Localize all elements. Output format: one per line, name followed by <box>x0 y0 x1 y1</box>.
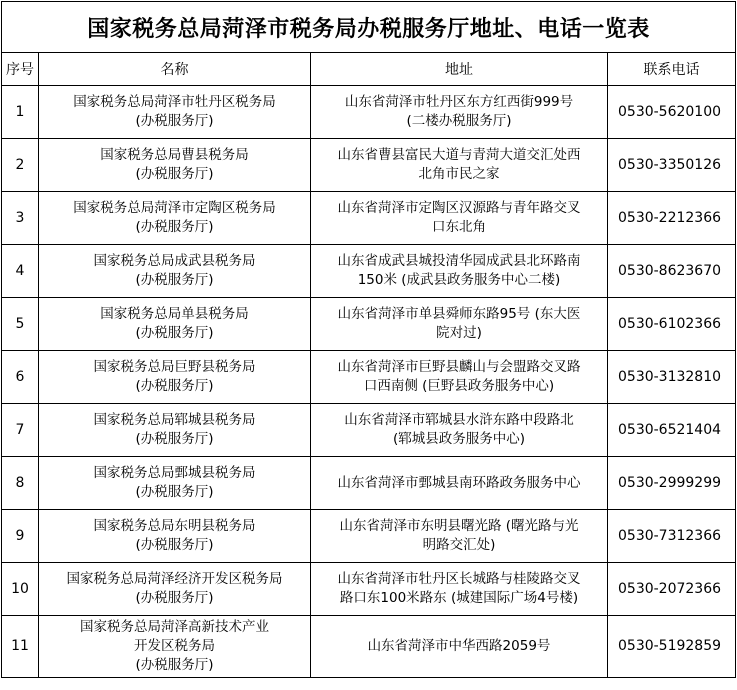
office-name-line: (办税服务厅) <box>135 272 214 288</box>
office-phone: 0530-6521404 <box>608 404 736 457</box>
office-name <box>39 404 311 457</box>
office-name-line: (办税服务厅) <box>135 378 214 394</box>
header-name: 名称 <box>39 53 311 86</box>
office-address <box>311 563 608 616</box>
office-address-line: 山东省菏泽市鄄城县南环路政务服务中心 <box>337 474 581 491</box>
office-name-line: 开发区税务局 <box>134 638 215 654</box>
office-name <box>39 351 311 404</box>
table-row <box>2 563 736 616</box>
office-name <box>39 245 311 298</box>
office-name <box>39 510 311 563</box>
office-address <box>311 616 608 678</box>
office-name-line: (办税服务厅) <box>135 113 214 129</box>
office-name-line: (办税服务厅) <box>135 590 214 606</box>
office-address-line: 明路交汇处) <box>422 537 496 553</box>
row-index: 6 <box>2 351 39 404</box>
office-address-line: 北角市民之家 <box>418 166 500 182</box>
office-address-line: (二楼办税服务厅) <box>406 113 512 129</box>
office-address <box>311 192 608 245</box>
office-address-line: 山东省菏泽市东明县曙光路 (曙光路与光 <box>339 518 579 534</box>
table-row <box>2 510 736 563</box>
header-address: 地址 <box>311 53 608 86</box>
office-phone: 0530-2212366 <box>608 192 736 245</box>
office-name <box>39 616 311 678</box>
row-index: 9 <box>2 510 39 563</box>
office-address <box>311 86 608 139</box>
office-name-line: (办税服务厅) <box>135 484 214 500</box>
office-address-line: 山东省菏泽市巨野县麟山与会盟路交叉路 <box>337 359 581 375</box>
office-address-line: 山东省菏泽市郓城县水浒东路中段路北 <box>344 412 574 428</box>
office-name-line: (办税服务厅) <box>135 219 214 235</box>
office-address-line: 山东省菏泽市单县舜师东路95号 (东大医 <box>337 306 581 322</box>
office-address-line: 山东省菏泽市中华西路2059号 <box>367 638 551 654</box>
office-address-line: 口西南侧 (巨野县政务服务中心) <box>363 378 555 394</box>
office-name-line: 国家税务总局菏泽高新技术产业 <box>80 619 269 635</box>
office-name <box>39 192 311 245</box>
office-name-line: (办税服务厅) <box>135 431 214 447</box>
table-row <box>2 298 736 351</box>
office-name-line: 国家税务总局单县税务局 <box>100 306 249 322</box>
office-address-line: 山东省菏泽市牡丹区长城路与桂陵路交叉 <box>337 571 581 587</box>
office-name-line: 国家税务总局东明县税务局 <box>93 518 256 534</box>
table-row <box>2 192 736 245</box>
office-address-line: 山东省菏泽市牡丹区东方红西街999号 <box>344 94 574 110</box>
office-address <box>311 139 608 192</box>
office-address <box>311 510 608 563</box>
office-name-line: 国家税务总局菏泽市牡丹区税务局 <box>73 94 276 110</box>
table-row <box>2 351 736 404</box>
office-name <box>39 86 311 139</box>
office-address-line: 山东省成武县城投清华园成武县北环路南 <box>337 253 581 269</box>
office-phone: 0530-2999299 <box>608 457 736 510</box>
row-index: 1 <box>2 86 39 139</box>
office-address-line: 山东省曹县富民大道与青菏大道交汇处西 <box>337 147 581 163</box>
office-name-line: (办税服务厅) <box>135 325 214 341</box>
office-phone: 0530-7312366 <box>608 510 736 563</box>
row-index: 7 <box>2 404 39 457</box>
header-phone: 联系电话 <box>608 53 736 86</box>
table-row <box>2 616 736 678</box>
office-name-line: 国家税务总局郓城县税务局 <box>93 412 256 428</box>
office-name-line: 国家税务总局鄄城县税务局 <box>93 465 256 481</box>
office-address <box>311 404 608 457</box>
office-name-line: 国家税务总局菏泽经济开发区税务局 <box>66 571 283 587</box>
header-index: 序号 <box>2 53 39 86</box>
table-row <box>2 86 736 139</box>
office-name <box>39 298 311 351</box>
office-address-line: 院对过) <box>436 325 482 341</box>
office-name-line: (办税服务厅) <box>135 537 214 553</box>
office-address-line: 山东省菏泽市定陶区汉源路与青年路交叉 <box>337 200 581 216</box>
table-title: 国家税务总局菏泽市税务局办税服务厅地址、电话一览表 <box>2 2 736 53</box>
office-address-line: (郓城县政务服务中心) <box>392 431 526 447</box>
office-phone: 0530-8623670 <box>608 245 736 298</box>
table-row <box>2 245 736 298</box>
office-name-line: (办税服务厅) <box>135 657 214 673</box>
table-row <box>2 139 736 192</box>
header-row <box>2 53 736 86</box>
row-index: 2 <box>2 139 39 192</box>
office-address <box>311 298 608 351</box>
row-index: 4 <box>2 245 39 298</box>
office-phone: 0530-5620100 <box>608 86 736 139</box>
row-index: 5 <box>2 298 39 351</box>
office-address <box>311 245 608 298</box>
row-index: 3 <box>2 192 39 245</box>
office-address <box>311 457 608 510</box>
office-name-line: 国家税务总局成武县税务局 <box>93 253 256 269</box>
office-name <box>39 457 311 510</box>
office-name <box>39 139 311 192</box>
office-address-line: 口东北角 <box>432 219 486 235</box>
office-address-line: 150米 (成武县政务服务中心二楼) <box>357 272 561 288</box>
tax-office-table <box>1 1 736 678</box>
row-index: 8 <box>2 457 39 510</box>
office-name-line: 国家税务总局巨野县税务局 <box>93 359 256 375</box>
table-row <box>2 457 736 510</box>
office-name-line: 国家税务总局曹县税务局 <box>100 147 249 163</box>
office-phone: 0530-2072366 <box>608 563 736 616</box>
office-name <box>39 563 311 616</box>
office-name-line: 国家税务总局菏泽市定陶区税务局 <box>73 200 276 216</box>
table-body <box>2 86 736 678</box>
office-name-line: (办税服务厅) <box>135 166 214 182</box>
office-phone: 0530-6102366 <box>608 298 736 351</box>
office-address-line: 路口东100米路东 (城建国际广场4号楼) <box>339 590 579 606</box>
office-phone: 0530-3132810 <box>608 351 736 404</box>
row-index: 11 <box>2 616 39 678</box>
office-phone: 0530-3350126 <box>608 139 736 192</box>
row-index: 10 <box>2 563 39 616</box>
office-phone: 0530-5192859 <box>608 616 736 678</box>
table-row <box>2 404 736 457</box>
office-address <box>311 351 608 404</box>
